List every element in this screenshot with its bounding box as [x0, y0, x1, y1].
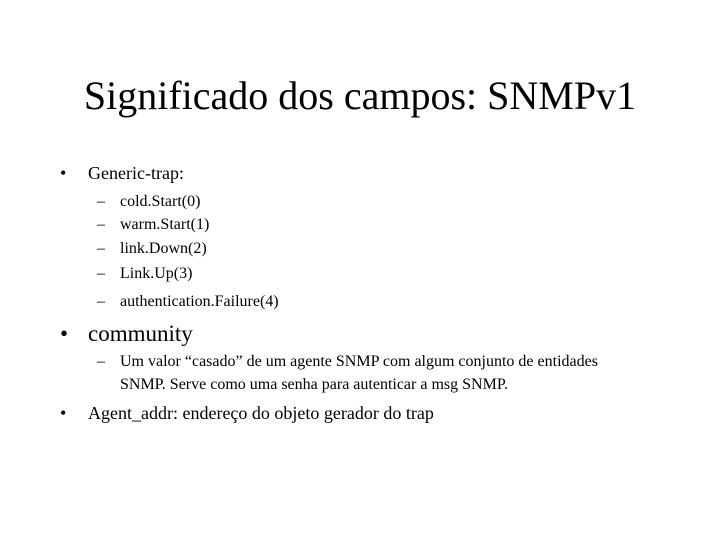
dash-marker: –: [97, 265, 105, 282]
list-item: [0, 215, 720, 235]
list-item: [0, 292, 720, 312]
slide-title: Significado dos campos: SNMPv1: [83, 73, 637, 118]
dash-marker: –: [97, 353, 105, 370]
list-item: [0, 192, 720, 212]
community-description-line: Um valor “casado” de um agente SNMP com algum conjunto de entidades: [120, 353, 598, 370]
generic-trap-item: link.Down(2): [120, 240, 207, 257]
list-item: [0, 239, 720, 259]
community-description-line: SNMP. Serve como uma senha para autenticar a msg SNMP.: [120, 376, 508, 393]
generic-trap-label: Generic-trap:: [88, 163, 184, 183]
generic-trap-item: Link.Up(3): [120, 265, 193, 282]
dash-marker: –: [97, 240, 105, 257]
community-label: community: [88, 321, 193, 346]
agent-addr-label: Agent_addr: endereço do objeto gerador do trap: [88, 403, 434, 423]
bullet-dot: •: [60, 321, 69, 346]
bullet-community: [0, 320, 720, 348]
dash-marker: –: [97, 193, 105, 210]
generic-trap-item: cold.Start(0): [120, 193, 201, 210]
generic-trap-item: warm.Start(1): [120, 216, 210, 233]
bullet-agent-addr: [0, 402, 720, 424]
bullet-dot: •: [60, 163, 67, 183]
dash-marker: –: [97, 216, 105, 233]
list-item: [0, 264, 720, 284]
generic-trap-item: authentication.Failure(4): [120, 293, 279, 310]
community-description-continued: [0, 375, 720, 395]
bullet-dot: •: [60, 403, 67, 423]
community-description: [0, 352, 720, 372]
bullet-generic-trap: [0, 162, 720, 184]
dash-marker: –: [97, 293, 105, 310]
